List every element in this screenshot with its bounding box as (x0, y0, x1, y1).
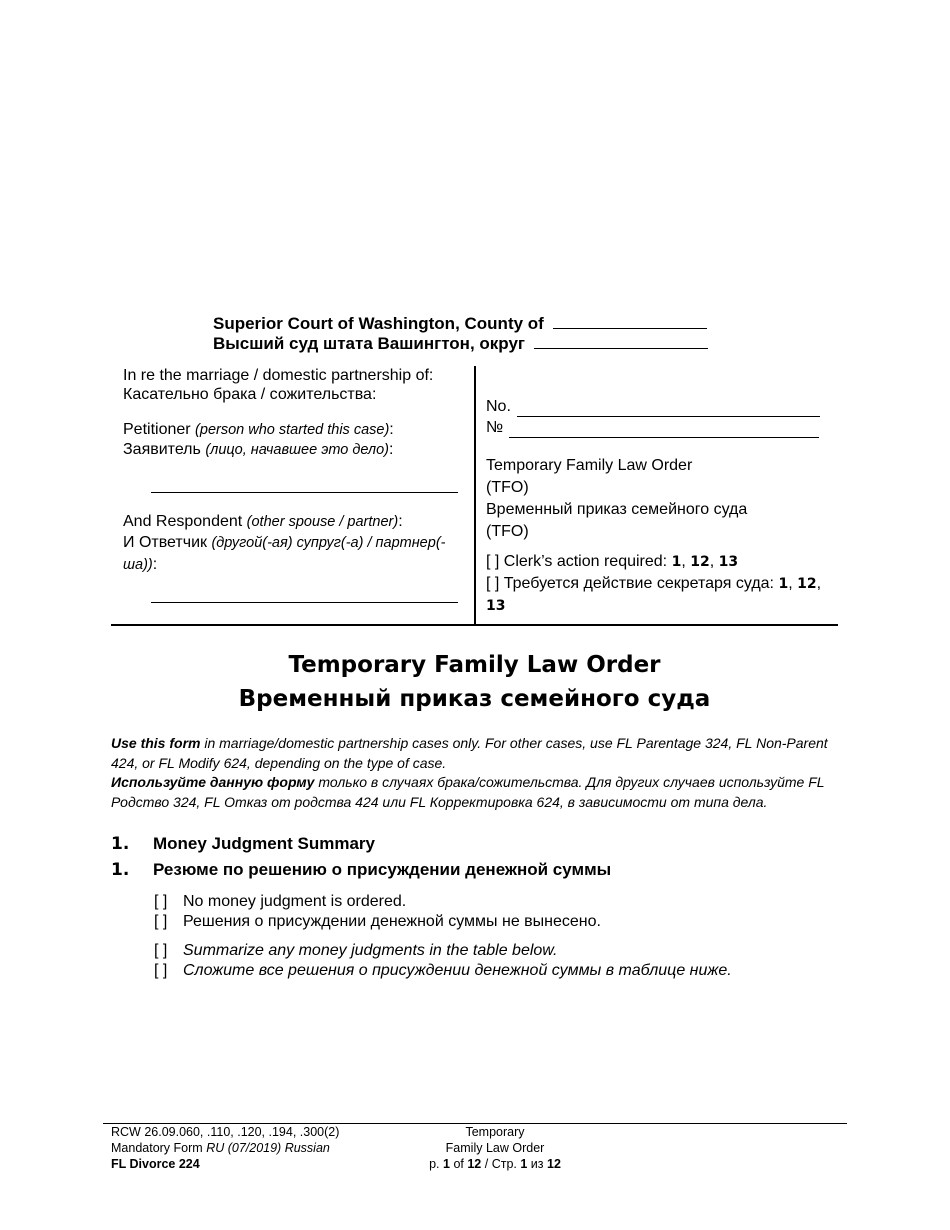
case-number-field[interactable] (517, 402, 820, 417)
petitioner-label-en: Petitioner (person who started this case): (123, 421, 394, 438)
checkbox[interactable]: [ ] (154, 962, 168, 979)
re-marriage-en: In re the marriage / domestic partnership of: (123, 367, 434, 384)
respondent-label-ru: И Ответчик (другой(-ая) супруг(-а) / партнер(-ша)): (123, 534, 446, 573)
clerk-action (486, 551, 831, 617)
county-blank-en[interactable] (553, 314, 707, 329)
court-line-ru: Высший суд штата Вашингтон, округ (213, 334, 708, 354)
respondent-label-en: And Respondent (other spouse / partner): (123, 513, 403, 530)
respondent-name-line[interactable] (151, 602, 458, 603)
document-title (111, 648, 838, 716)
caption-divider (474, 366, 476, 625)
option-summarize-judgments[interactable]: [ ] Summarize any money judgments in the table below. [ ] Сложите все решения о присуждении денежной суммы в таблице ниже. (154, 942, 732, 979)
title-ru: Временный приказ семейного суда (238, 686, 711, 712)
caption-bottom-rule (111, 624, 838, 626)
section-1-heading-en: 1. Money Judgment Summary (111, 834, 375, 854)
instructions-ru: Используйте данную форму только в случаях брака/сожительства. Для других случаев используйте FL Родство 324, FL Отказ от родства 424 или FL Корректировка 624, в зависимости от типа дела. (111, 774, 825, 810)
case-number-field-ru[interactable] (509, 423, 819, 438)
petitioner-label-ru: Заявитель (лицо, начавшее это дело): (123, 441, 394, 458)
clerk-action-en[interactable]: [ ] Clerk’s action required: 1, 12, 13 (486, 553, 739, 570)
title-en: Temporary Family Law Order (288, 652, 661, 678)
page-number: p. 1 of 12 / Стр. 1 из 12 (429, 1157, 561, 1171)
case-number-en: No. (486, 396, 831, 417)
instructions (111, 734, 841, 812)
case-info (486, 396, 831, 617)
caption-parties (123, 366, 468, 576)
footer-page-info: Temporary Family Law Order p. 1 of 12 / Стр. 1 из 12 (390, 1124, 600, 1172)
form-name: Temporary Family Law Order (TFO) Временный приказ семейного суда (TFO) (486, 457, 748, 540)
county-blank-ru[interactable] (534, 334, 708, 349)
checkbox[interactable]: [ ] (154, 913, 168, 930)
checkbox[interactable]: [ ] (154, 942, 168, 959)
footer-citation: RCW 26.09.060, .110, .120, .194, .300(2) Mandatory Form RU (07/2019) Russian FL Divorce 224 (111, 1125, 340, 1171)
case-number-ru: № (486, 417, 831, 438)
clerk-action-ru[interactable]: [ ] Требуется действие секретаря суда: 1, 12, 13 (486, 575, 822, 614)
checkbox[interactable]: [ ] (154, 893, 168, 910)
petitioner-name-line[interactable] (151, 492, 458, 493)
court-header (213, 314, 708, 354)
option-no-judgment[interactable]: [ ] No money judgment is ordered. [ ] Решения о присуждении денежной суммы не вынесено. (154, 893, 601, 930)
re-marriage-ru: Касательно брака / сожительства: (123, 386, 377, 403)
instructions-en: Use this form in marriage/domestic partnership cases only. For other cases, use FL Parentage 324, FL Non-Parent 424, or FL Modify 624, depending on the type of case. (111, 735, 828, 771)
section-1-heading-ru: 1. Резюме по решению о присуждении денежной суммы (111, 860, 612, 880)
court-line-en: Superior Court of Washington, County of (213, 314, 708, 334)
